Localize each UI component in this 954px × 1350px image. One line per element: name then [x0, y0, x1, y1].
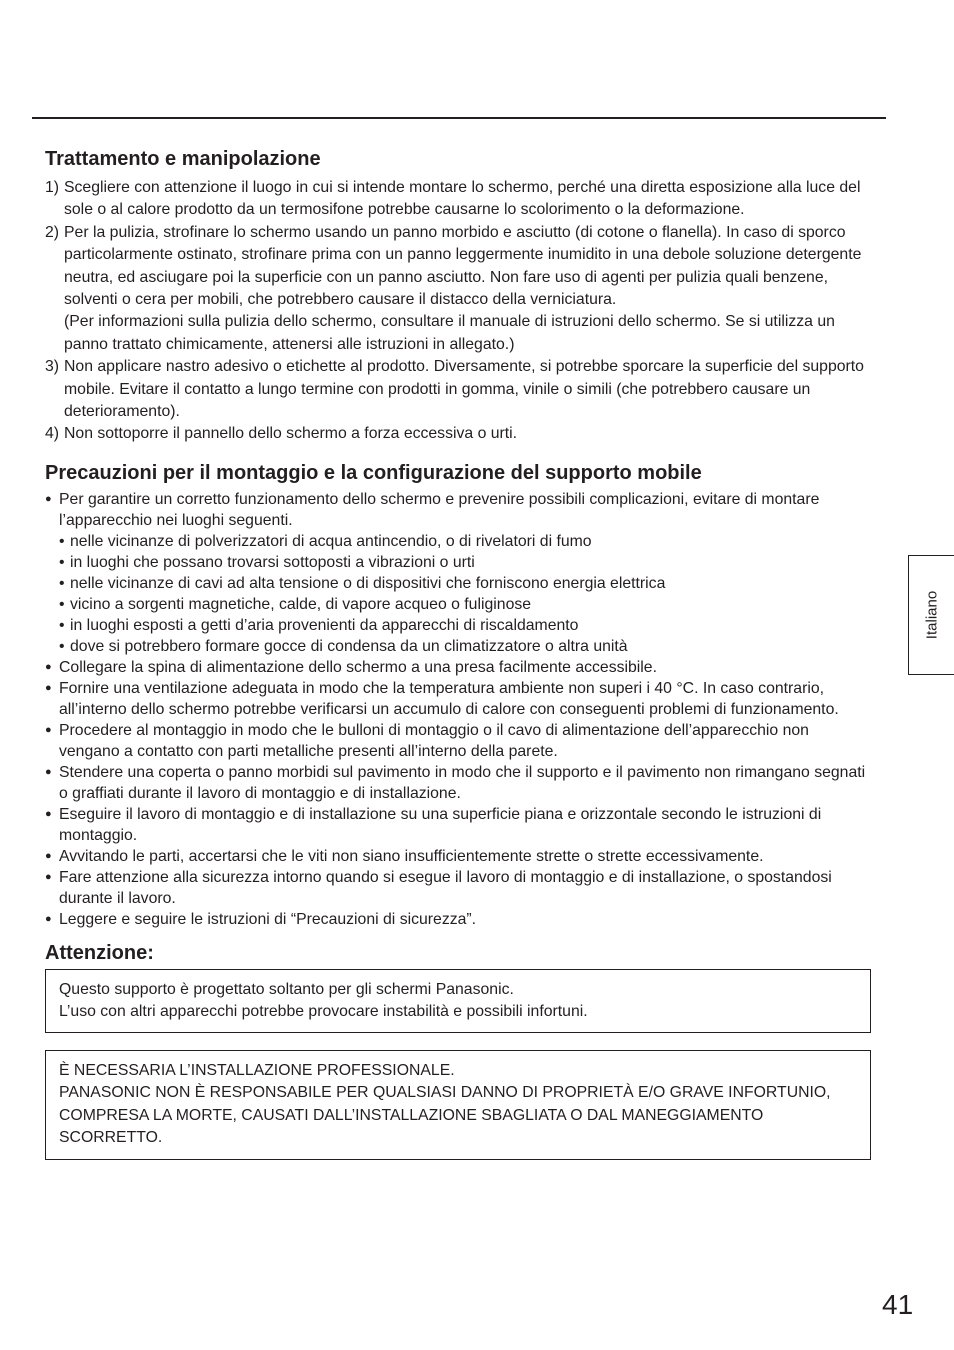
bullet-item	[45, 720, 867, 762]
bullet-icon: ●	[45, 492, 52, 505]
bullet-text: Collegare la spina di alimentazione dello schermo a una presa facilmente accessibile.	[59, 658, 657, 676]
sub-item-text: nelle vicinanze di cavi ad alta tensione o di dispositivi che forniscono energia elettrica	[70, 574, 666, 592]
bullet-icon: ●	[45, 807, 52, 820]
bullet-icon: ●	[45, 765, 52, 778]
sub-bullet-icon: •	[59, 637, 65, 655]
bullet-text: Avvitando le parti, accertarsi che le viti non siano insufficientemente strette o strette eccessivamente.	[59, 847, 764, 865]
sub-item	[59, 594, 867, 615]
sub-bullet-icon: •	[59, 553, 65, 571]
sub-bullet-icon: •	[59, 616, 65, 634]
notice-line: Questo supporto è progettato soltanto per gli schermi Panasonic.	[59, 980, 514, 998]
top-rule	[32, 117, 886, 119]
item-number: 1)	[45, 179, 60, 196]
section-title-precautions: Precauzioni per il montaggio e la configurazione del supporto mobile	[45, 461, 702, 484]
precautions-list	[45, 489, 867, 930]
item-number: 3)	[45, 358, 60, 376]
sub-item	[59, 531, 867, 552]
bullet-text: Procedere al montaggio in modo che le bulloni di montaggio o il cavo di alimentazione dell’apparecchio non vengano a contatto con parti metalliche presenti all’interno della parete.	[59, 721, 809, 760]
bullet-item	[45, 846, 867, 867]
list-item	[45, 423, 867, 445]
sub-bullet-icon: •	[59, 574, 65, 592]
item-number: 2)	[45, 223, 60, 241]
notice-line: L’uso con altri apparecchi potrebbe provocare instabilità e possibili infortuni.	[59, 1002, 588, 1020]
bullet-icon: ●	[45, 723, 52, 736]
bullet-text: Eseguire il lavoro di montaggio e di installazione su una superficie piana e orizzontale secondo le istruzioni di montaggio.	[59, 805, 822, 844]
bullet-item	[45, 867, 867, 909]
sub-item-text: in luoghi che possano trovarsi sottoposti a vibrazioni o urti	[70, 553, 475, 571]
bullet-text: Fare attenzione alla sicurezza intorno quando si esegue il lavoro di montaggio e di installazione, o spostandosi durante il lavoro.	[59, 868, 832, 907]
bullet-icon: ●	[45, 870, 52, 883]
list-item	[45, 222, 867, 356]
page-number: 41	[882, 1289, 914, 1320]
treatment-list	[45, 177, 867, 446]
bullet-item	[45, 489, 867, 657]
sub-item	[59, 552, 867, 573]
sub-item	[59, 615, 867, 636]
list-item	[45, 356, 867, 423]
sub-item-text: in luoghi esposti a getti d’aria provenienti da apparecchi di riscaldamento	[70, 616, 579, 634]
bullet-item	[45, 657, 867, 678]
bullet-icon: ●	[45, 660, 52, 673]
bullet-item	[45, 678, 867, 720]
bullet-item	[45, 804, 867, 846]
item-note: (Per informazioni sulla pulizia dello schermo, consultare il manuale di istruzioni dello schermo. Se si utilizza un panno trattato chimicamente, attenersi alle istruzioni in allegato.)	[64, 313, 835, 353]
item-text: Scegliere con attenzione il luogo in cui si intende montare lo schermo, perché una diretta esposizione alla luce del sole o al calore prodotto da un termosifone potrebbe causarne lo scolorimento o la deformazione.	[64, 179, 861, 219]
warning-line: È NECESSARIA L’INSTALLAZIONE PROFESSIONALE.	[59, 1061, 455, 1079]
page-content	[45, 146, 867, 1160]
bullet-text: Fornire una ventilazione adeguata in modo che la temperatura ambiente non superi i 40 °C. In caso contrario, all’interno dello schermo potrebbe verificarsi un accumulo di calore con conseguenti problemi di funzionamento.	[59, 679, 839, 718]
bullet-text: Stendere una coperta o panno morbidi sul pavimento in modo che il supporto e il pavimento non rimangano segnati o graffiati durante il lavoro di montaggio e di installazione.	[59, 763, 866, 802]
item-text: Per la pulizia, strofinare lo schermo usando un panno morbido e asciutto (di cotone o flanella). In caso di sporco particolarmente ostinato, strofinare prima con un panno leggermente inumidito in una debole soluzione detergente neutra, ed asciugare poi la superficie con un panno asciutto. Non fare uso di agenti per pulizia quali benzene, solventi o cera per mobili, che potrebbero causare il distacco della verniciatura.	[64, 223, 862, 309]
sub-item	[59, 636, 867, 657]
sub-item-text: nelle vicinanze di polverizzatori di acqua antincendio, o di rivelatori di fumo	[70, 532, 592, 550]
section-title-attention: Attenzione:	[45, 941, 154, 964]
bullet-text: Leggere e seguire le istruzioni di “Precauzioni di sicurezza”.	[59, 910, 477, 928]
item-text: Non sottoporre il pannello dello schermo a forza eccessiva o urti.	[64, 425, 518, 443]
language-tab	[908, 555, 954, 675]
notice-box	[45, 969, 871, 1033]
bullet-item	[45, 909, 867, 930]
bullet-item	[45, 762, 867, 804]
warning-line: COMPRESA LA MORTE, CAUSATI DALL’INSTALLAZIONE SBAGLIATA O DAL MANEGGIAMENTO SCORRETTO.	[59, 1106, 764, 1147]
item-text: Non applicare nastro adesivo o etichette al prodotto. Diversamente, si potrebbe sporcare la superficie del supporto mobile. Evitare il contatto a lungo termine con prodotti in gomma, vinile o simili (che potrebbero causare un deterioramento).	[64, 358, 864, 421]
bullet-icon: ●	[45, 681, 52, 694]
sub-bullet-icon: •	[59, 595, 65, 613]
bullet-icon: ●	[45, 849, 52, 862]
sub-item-text: dove si potrebbero formare gocce di condensa da un climatizzatore o altra unità	[70, 637, 628, 655]
sub-item	[59, 573, 867, 594]
language-tab-label: Italiano	[923, 590, 940, 640]
sub-bullet-icon: •	[59, 532, 65, 550]
item-number: 4)	[45, 425, 60, 443]
warning-line: PANASONIC NON È RESPONSABILE PER QUALSIASI DANNO DI PROPRIETÀ E/O GRAVE INFORTUNIO,	[59, 1084, 831, 1102]
list-item	[45, 177, 867, 222]
section-title-treatment: Trattamento e manipolazione	[45, 148, 321, 170]
warning-box	[45, 1050, 871, 1160]
sub-item-text: vicino a sorgenti magnetiche, calde, di vapore acqueo o fuliginose	[70, 595, 532, 613]
bullet-icon: ●	[45, 912, 52, 925]
bullet-text: Per garantire un corretto funzionamento dello schermo e prevenire possibili complicazioni, evitare di montare l’apparecchio nei luoghi seguenti.	[59, 490, 820, 529]
